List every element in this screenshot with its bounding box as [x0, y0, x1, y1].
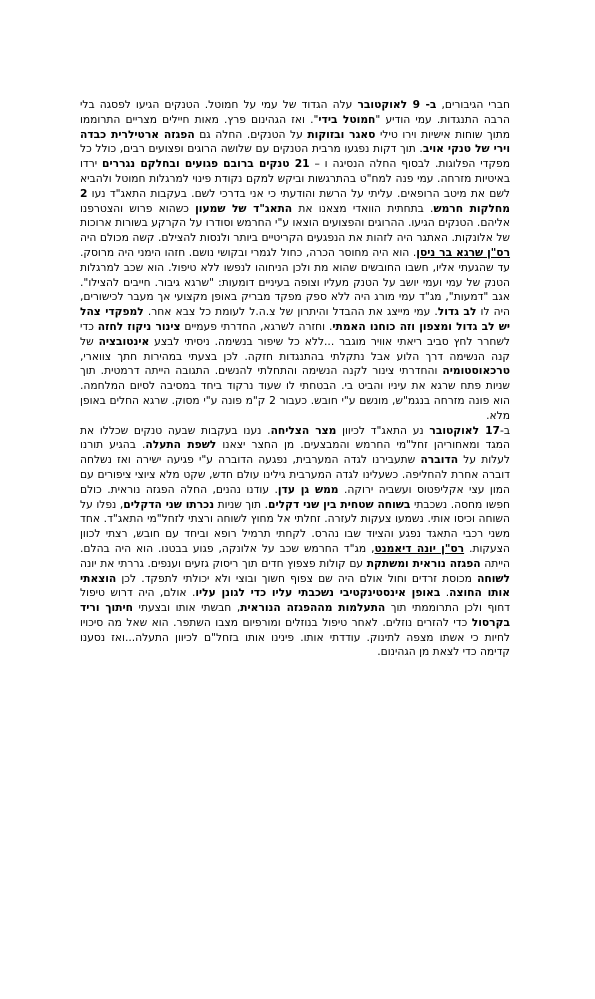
- text-run: . עודנו נהנים, החלה הפגזה נוראית. כולם חפשו מחסה. נשכבתי: [80, 482, 510, 511]
- emphasized-text: רס"ן יונה דיאמנט: [374, 541, 465, 555]
- text-run: . וחזרה לשרגא, החדרתי פעמיים: [180, 319, 333, 333]
- text-run: עלה הגדוד של עמי על חמוטל. הטנקים הגיעו לפסגה בלי הרבה התנגדות. עמי הודיע ": [80, 98, 510, 126]
- text-run: כשהוא פרוש והצטרפנו אליהם. הטנקים הגיעו. ההרוגים והפצועים הוצאו ע"י החרמש וסודרו על הקרקע בשורות ארוכות של אלונקות. האתגר היה לזהות את הנפגעים הקריטיים ביותר ולנסות להצילם. קשה מכולם היה: [80, 201, 510, 245]
- document-body: [80, 98, 510, 660]
- text-run: . תוך שניות: [214, 497, 269, 511]
- text-run: , נפלו על השוחה וכיסו אותי. נשמעו צעקות לעזרה. זחלתי אל מחוץ לשוחה ורצתי לזחל"מי התאג"ד. אחד משני רכבי התאגד נפגע והציוד שבו נהרס. לקחתי תרמיל רופא וביחד עם חובש, רצתי לכוון הצעקות.: [80, 497, 511, 555]
- emphasized-text: התאג"ד של שמעון: [195, 201, 293, 215]
- emphasized-text: למפקדי צהל יש לב גדול ומצפון וזה כוחנו האמתי: [80, 305, 511, 333]
- emphasized-text: לשפת התעלה: [145, 438, 217, 452]
- paragraph: [80, 98, 510, 424]
- emphasized-text: נכרתו שני הדקלים: [123, 497, 215, 511]
- text-run: . הוא היה מחוסר הכרה, כחול לגמרי ובקושי נושם. חזהו הימני היה מרוסק. עד שהגעתי אליו, חשבו החובשים שהוא מת ולכן הניחוהו לנפשו ללא טיפול. הוא שכב למרגלות הטנק של עמי ועמי יושב על הטנק מעליו וצופה בעיניים דומעות: "שרגא גיבור. חייבים להצילו". אגב "דמעות", מג"ד עמי מורג היה ללא ספק מפקד מבריק באופן מקצועי אך מעבר לכישורים, היה לו: [80, 245, 510, 319]
- text-run: . נענו בעקבות שבעה טנקים שכללו את המגד ומאחוריהן זחל"מי החרמש והמבצעים. מן החצר יצאנו: [80, 423, 510, 452]
- emphasized-text: ממש גן עדן: [277, 482, 339, 496]
- emphasized-text: לב גדול: [437, 305, 477, 319]
- emphasized-text: חיתוך וריד בקרסול: [80, 601, 510, 629]
- text-run: . תוך דקות נפגעו מרבית הטנקים עם שלושה הרוגים ופצועים רבים, כולל כל מפקדי הפלוגות. לבסוף החלה הנסיגה ו –: [80, 142, 510, 171]
- text-run: ב-: [499, 423, 511, 437]
- emphasized-text: 17 לאוקטובר: [429, 423, 500, 437]
- emphasized-text: 21 טנקים ברובם פגועים ובחלקם נגררים: [102, 157, 310, 171]
- emphasized-text: התעלמות מההפגזה הנוראית: [240, 601, 386, 615]
- text-run: שתעבירנו לגדה המערבית, נפגעה הדוברה ע"י פגיעה ישירה ואז נשלחה דוברה אחרת להחליפה. כשעלינו לגדה המערבית גילינו עולם חדש, שקט מלא ציוצי ציפורים עם המון עצי אקליפטוס ועשביה ירוקה.: [80, 453, 510, 496]
- emphasized-text: הפגזה ארטילרית כבדה וירי של טנקי אויב: [80, 127, 510, 156]
- emphasized-text: הפגזה נוראית ומשתקת: [366, 556, 481, 570]
- emphasized-text: צינור ניקוז לחזה: [97, 319, 181, 333]
- text-run: של קנה הנשימה דרך הלוע אבל נתקלתי בהתנגדות חזקה. לכן בצעתי במהירות חתך צווארי,: [80, 334, 510, 363]
- text-run: כדי להזרים נוזלים. לאחר טיפול בנוזלים ומורפיום מצבו השתפר. הוא שאל מה סיכויו לחיות כי אשתו מצפה לתינוק. עודדתי אותו. פינינו אותו בזחל"ם לכיוון התעלה...ואז נסענו קדימה כדי לצאת מן הגהינום.: [80, 615, 510, 659]
- paragraph: [80, 424, 510, 661]
- text-run: .: [440, 586, 450, 600]
- text-run: , מג"ד החרמש שכב על אלונקה, פגוע בבטנו. הוא היה בהלם. הייתה: [80, 541, 510, 570]
- text-run: ". ואז הגהינום פרץ. מאות חיילים מצריים התרוממו מתוך שוחות אישיות וירו טילי: [80, 112, 510, 141]
- emphasized-text: טרכאוסטומיה: [442, 364, 510, 378]
- emphasized-text: 2 מחלקות חרמש: [80, 186, 510, 215]
- text-run: מכוסת זרדים וחול אולם היה שם צפוף חשוך ובוצי ולא יכולתי לתפקד. לכן: [116, 571, 478, 585]
- emphasized-text: באופן אינסטינקטיבי נשכבתי עליו כדי לגונן עליו: [195, 586, 441, 600]
- emphasized-text: הוצאתי אותו החוצה: [80, 571, 510, 600]
- text-run: . בתחתית הוואדי מצאנו את: [292, 201, 434, 215]
- emphasized-text: אינטובציה: [98, 334, 150, 348]
- text-run: על הטנקים. החלה גם: [194, 127, 308, 141]
- emphasized-text: סאגר ובזוקות: [307, 127, 376, 141]
- text-run: עם קולות פצפוץ חדים תוך ריסוק גזעים וענפים. גררתי את יונה: [80, 556, 367, 570]
- text-run: נע התאג"ד לכיוון: [336, 423, 430, 437]
- emphasized-text: לשוחה: [477, 571, 510, 585]
- emphasized-text: מצר הצליחה: [270, 423, 337, 437]
- text-run: . אולם, היה דרוש טיפול דחוף ולכן התרוממתי תוך: [80, 586, 511, 615]
- text-run: חברי הגיבורים,: [436, 98, 510, 111]
- text-run: . בהגיע תורנו לעלות על: [80, 438, 510, 467]
- text-run: ירדו באיטיות מזרחה. עמי פנה למח"ט בהתרגשות וביקש למקם נקודת פינוי למרגלות חמוטל ולהביא לשם את מיטב הרופאים. עליתי על הרשת והודעתי כי אני בדרכי לשם. בעקבות התאג"ד נעו: [80, 157, 510, 200]
- text-run: . עמי מייצג את ההבדל והיתרון של צ.ה.ל לעומת כל צבא אחר.: [143, 305, 438, 319]
- text-run: , חבשתי אותו ובצעתי: [133, 601, 241, 615]
- text-run: והחדרתי צינור לקנה הנשימה והתחלתי להנשים. התגובה הייתה דרמטית. תוך שניות פתח שרגא את עיניו והביט בי. הבטחתי לו שעוד נרקוד ביחד במסיבה לסיום המלחמה. הוא פונה מזרחה בנגמ"ש, מונשם ע"י חובש. כעבור 2 ק"מ פונה ע"י מסוק. שרגא החלים באופן מלא.: [80, 364, 510, 422]
- emphasized-text: בשוחה שטחית בין שני דקלים: [268, 497, 411, 511]
- emphasized-text: רס"ן שרגא בר ניסן: [416, 245, 511, 259]
- emphasized-text: חמוטל בידי: [318, 112, 376, 126]
- emphasized-text: ב- 9 לאוקטובר: [357, 98, 437, 111]
- emphasized-text: הדוברה: [420, 453, 459, 467]
- text-run: כדי לשחרר לחץ סביב ריאתי אוויר מוגבר ...ללא כל שיפור בנשימה. ניסיתי לבצע: [80, 319, 511, 348]
